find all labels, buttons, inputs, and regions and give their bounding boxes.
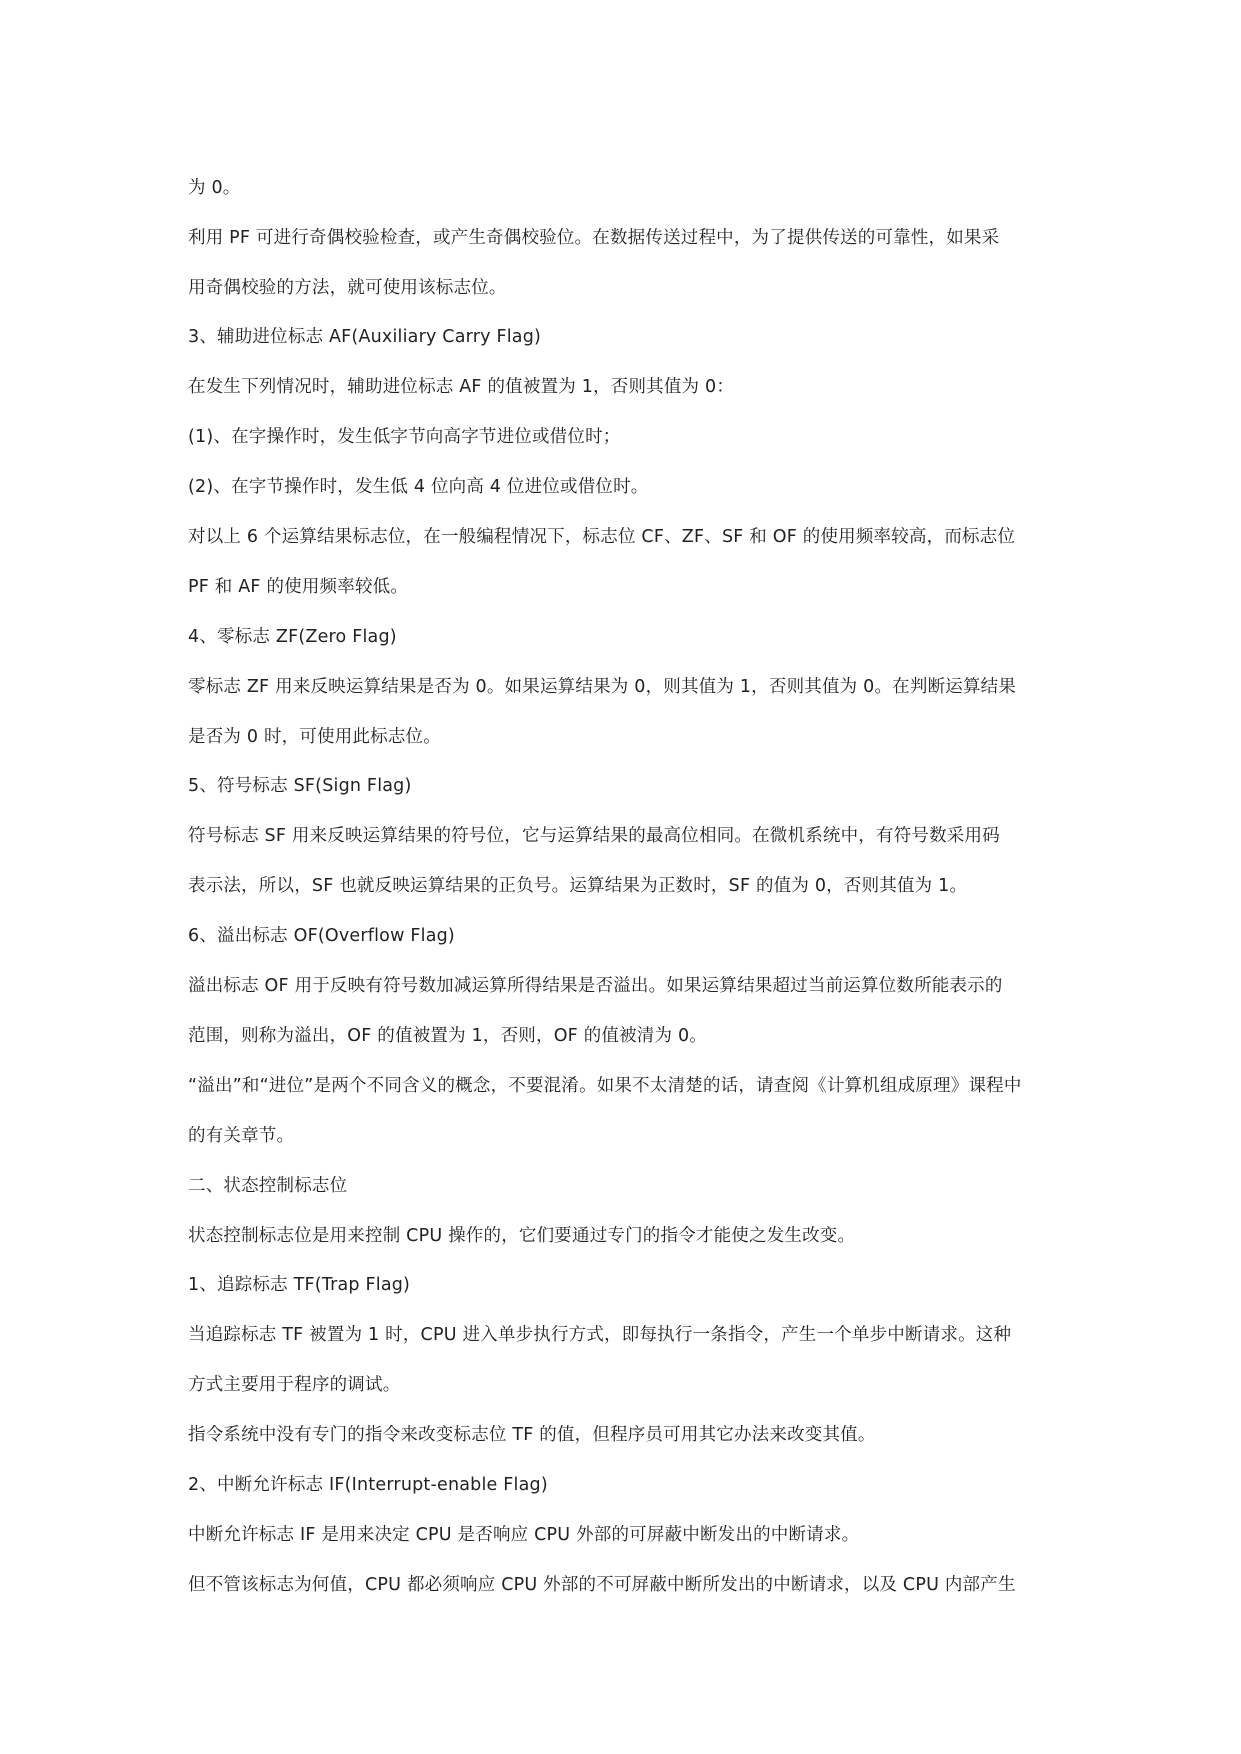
text-line: 对以上 6 个运算结果标志位，在一般编程情况下，标志位 CF、ZF、SF 和 OF 的使用频率较高，而标志位 <box>188 527 1016 547</box>
text-line: 用奇偶校验的方法，就可使用该标志位。 <box>188 278 507 298</box>
text-line: 指令系统中没有专门的指令来改变标志位 TF 的值，但程序员可用其它办法来改变其值。 <box>188 1425 876 1445</box>
text-line: 利用 PF 可进行奇偶校验检查，或产生奇偶校验位。在数据传送过程中，为了提供传送的可靠性，如果采 <box>188 228 1000 248</box>
text-line: (1)、在字操作时，发生低字节向高字节进位或借位时； <box>188 427 621 447</box>
text-line: 范围，则称为溢出，OF 的值被置为 1，否则，OF 的值被清为 0。 <box>188 1026 707 1046</box>
text-line: 在发生下列情况时，辅助进位标志 AF 的值被置为 1，否则其值为 0： <box>188 377 735 397</box>
section-heading: 4、零标志 ZF(Zero Flag) <box>188 627 397 647</box>
text-line: 状态控制标志位是用来控制 CPU 操作的，它们要通过专门的指令才能使之发生改变。 <box>188 1226 856 1246</box>
section-heading: 1、追踪标志 TF(Trap Flag) <box>188 1275 411 1295</box>
text-line: PF 和 AF 的使用频率较低。 <box>188 577 409 597</box>
text-line: 符号标志 SF 用来反映运算结果的符号位，它与运算结果的最高位相同。在微机系统中，有符号数采用码 <box>188 826 1000 846</box>
text-line: 的有关章节。 <box>188 1126 295 1146</box>
text-line: (2)、在字节操作时，发生低 4 位向高 4 位进位或借位时。 <box>188 477 649 497</box>
text-line: 为 0。 <box>188 178 241 198</box>
section-heading: 二、状态控制标志位 <box>188 1176 348 1196</box>
text-line: “溢出”和“进位”是两个不同含义的概念，不要混淆。如果不太清楚的话，请查阅《计算机组成原理》课程中 <box>188 1076 1022 1096</box>
text-line: 中断允许标志 IF 是用来决定 CPU 是否响应 CPU 外部的可屏蔽中断发出的中断请求。 <box>188 1525 860 1545</box>
section-heading: 5、符号标志 SF(Sign Flag) <box>188 776 412 796</box>
text-line: 表示法，所以，SF 也就反映运算结果的正负号。运算结果为正数时，SF 的值为 0，否则其值为 1。 <box>188 876 968 896</box>
text-line: 但不管该标志为何值，CPU 都必须响应 CPU 外部的不可屏蔽中断所发出的中断请求，以及 CPU 内部产生 <box>188 1575 1016 1595</box>
text-line: 是否为 0 时，可使用此标志位。 <box>188 727 441 747</box>
text-line: 当追踪标志 TF 被置为 1 时，CPU 进入单步执行方式，即每执行一条指令，产生一个单步中断请求。这种 <box>188 1325 1012 1345</box>
text-line: 溢出标志 OF 用于反映有符号数加减运算所得结果是否溢出。如果运算结果超过当前运算位数所能表示的 <box>188 976 1003 996</box>
section-heading: 3、辅助进位标志 AF(Auxiliary Carry Flag) <box>188 327 542 347</box>
text-line: 方式主要用于程序的调试。 <box>188 1375 401 1395</box>
text-line: 零标志 ZF 用来反映运算结果是否为 0。如果运算结果为 0，则其值为 1，否则其值为 0。在判断运算结果 <box>188 677 1017 697</box>
section-heading: 6、溢出标志 OF(Overflow Flag) <box>188 926 455 946</box>
section-heading: 2、中断允许标志 IF(Interrupt-enable Flag) <box>188 1475 548 1495</box>
